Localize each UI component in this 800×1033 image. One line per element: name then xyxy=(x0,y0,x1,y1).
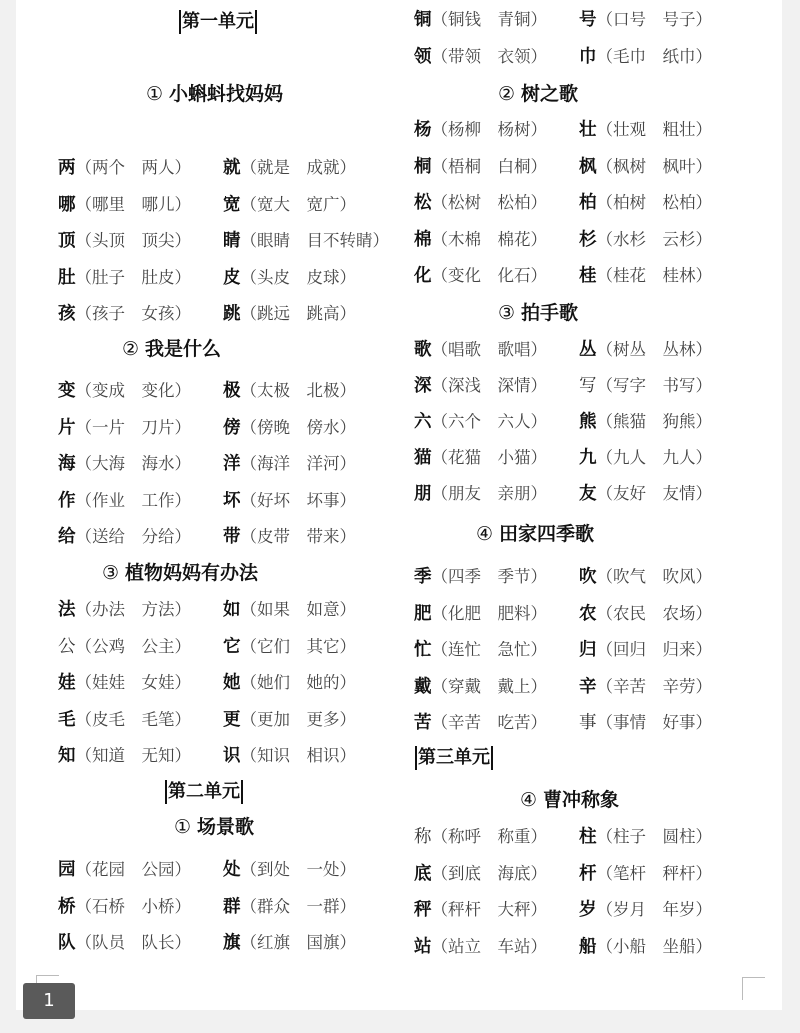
vocab-character: 极 xyxy=(223,381,241,401)
vocab-character: 化 xyxy=(414,266,432,287)
vocab-entry xyxy=(579,261,749,291)
vocab-character: 称 xyxy=(414,827,432,847)
vocab-character: 肚 xyxy=(58,267,76,288)
lesson-title: ③ 拍手歌 xyxy=(498,302,579,324)
vocab-words: （眼睛 目不转睛） xyxy=(240,231,389,250)
vocab-character: 船 xyxy=(579,936,597,957)
vocab-words: （吹气 吹风） xyxy=(596,567,712,586)
vocab-words: （秤杆 大秤） xyxy=(431,900,547,920)
vocab-words: （皮毛 毛笔） xyxy=(75,709,191,729)
vocab-character: 杉 xyxy=(579,229,597,250)
vocab-entry xyxy=(58,486,218,516)
unit-heading: 第二单元 xyxy=(164,776,244,808)
vocab-words: （皮带 带来） xyxy=(240,527,356,547)
vocab-words: （变化 化石） xyxy=(431,266,547,286)
vocab-character: 睛 xyxy=(223,231,241,251)
vocab-words: （小船 坐船） xyxy=(596,936,712,956)
vocab-character: 桂 xyxy=(579,266,597,287)
vocab-words: （红旗 国旗） xyxy=(240,933,356,952)
vocab-entry xyxy=(414,822,574,852)
vocab-entry xyxy=(414,42,574,72)
vocab-entry xyxy=(579,225,749,255)
vocab-character: 洋 xyxy=(223,454,241,475)
vocab-words: （好坏 坏事） xyxy=(240,490,356,510)
vocab-entry xyxy=(414,479,574,509)
vocab-entry xyxy=(414,859,574,889)
vocab-character: 坏 xyxy=(223,490,241,511)
vocab-words: （写字 书写） xyxy=(596,376,712,395)
vocab-character: 毛 xyxy=(58,709,76,730)
vocab-entry xyxy=(58,522,218,552)
vocab-character: 秤 xyxy=(414,900,432,921)
vocab-entry xyxy=(579,635,749,665)
vocab-character: 枫 xyxy=(579,156,597,177)
vocab-entry xyxy=(579,672,749,702)
vocab-words: （水杉 云杉） xyxy=(596,229,712,249)
vocab-entry xyxy=(579,822,749,852)
vocab-entry xyxy=(58,705,218,735)
vocab-character: 队 xyxy=(58,933,76,953)
vocab-words: （石桥 小桥） xyxy=(75,896,191,916)
vocab-words: （辛苦 辛劳） xyxy=(596,676,712,696)
vocab-character: 棉 xyxy=(414,229,432,250)
unit-heading: 第三单元 xyxy=(414,742,494,774)
vocab-character: 铜 xyxy=(414,10,432,30)
vocab-character: 熊 xyxy=(579,412,597,432)
vocab-entry xyxy=(58,153,218,183)
lesson-title: ④ 曹冲称象 xyxy=(520,789,620,811)
vocab-words: （它们 其它） xyxy=(240,636,356,656)
vocab-words: （就是 成就） xyxy=(240,158,356,177)
vocab-character: 农 xyxy=(579,603,597,624)
vocab-entry xyxy=(414,261,574,291)
vocab-entry xyxy=(58,928,218,958)
vocab-words: （连忙 急忙） xyxy=(431,640,547,660)
vocab-character: 她 xyxy=(223,673,241,694)
vocab-character: 柏 xyxy=(579,193,597,214)
vocab-character: 两 xyxy=(58,158,76,178)
vocab-character: 处 xyxy=(223,860,241,880)
vocab-words: （公鸡 公主） xyxy=(75,636,191,656)
vocab-words: （带领 衣领） xyxy=(431,47,547,66)
vocab-entry xyxy=(58,449,218,479)
vocab-character: 号 xyxy=(579,10,597,30)
vocab-character: 海 xyxy=(58,454,76,475)
vocab-entry xyxy=(414,5,574,35)
vocab-entry xyxy=(223,226,393,256)
vocab-character: 六 xyxy=(414,412,432,432)
vocab-entry xyxy=(58,855,218,885)
vocab-words: （九人 九人） xyxy=(596,448,712,467)
vocab-character: 杆 xyxy=(579,863,597,884)
vocab-character: 法 xyxy=(58,600,76,620)
vocab-entry xyxy=(414,708,574,738)
vocab-entry xyxy=(223,668,393,698)
vocab-words: （群众 一群） xyxy=(240,896,356,916)
vocab-entry xyxy=(414,225,574,255)
vocab-character: 识 xyxy=(223,746,241,767)
vocab-words: （桂花 桂林） xyxy=(596,266,712,286)
vocab-words: （太极 北极） xyxy=(240,381,356,400)
vocab-words: （岁月 年岁） xyxy=(596,900,712,920)
unit-bar-right xyxy=(491,746,493,770)
vocab-character: 深 xyxy=(414,376,432,396)
vocab-character: 顶 xyxy=(58,231,76,251)
vocab-entry xyxy=(58,632,218,662)
vocab-words: （知道 无知） xyxy=(75,746,191,766)
vocab-character: 底 xyxy=(414,863,432,884)
vocab-character: 壮 xyxy=(579,120,597,140)
vocab-words: （她们 她的） xyxy=(240,673,356,693)
vocab-words: （朋友 亲朋） xyxy=(431,484,547,503)
vocab-words: （跳远 跳高） xyxy=(240,304,356,323)
vocab-words: （哪里 哪儿） xyxy=(75,194,191,214)
vocab-words: （回归 归来） xyxy=(596,640,712,660)
vocab-character: 丛 xyxy=(579,340,597,360)
vocab-words: （深浅 深情） xyxy=(431,376,547,395)
vocab-entry xyxy=(579,42,749,72)
vocab-words: （树丛 丛林） xyxy=(596,340,712,359)
vocab-entry xyxy=(223,741,393,771)
vocab-entry xyxy=(414,115,574,145)
vocab-words: （铜钱 青铜） xyxy=(431,10,547,29)
vocab-entry xyxy=(58,226,218,256)
vocab-character: 忙 xyxy=(414,640,432,661)
page-corner-mark xyxy=(742,977,765,1000)
vocab-entry xyxy=(223,190,393,220)
vocab-words: （熊猫 狗熊） xyxy=(596,412,712,431)
vocab-entry xyxy=(223,892,393,922)
unit-bar-right xyxy=(241,780,243,804)
vocab-entry xyxy=(579,371,749,401)
vocab-words: （化肥 肥料） xyxy=(431,603,547,623)
vocab-entry xyxy=(223,263,393,293)
vocab-character: 桐 xyxy=(414,156,432,177)
vocab-words: （唱歌 歌唱） xyxy=(431,340,547,359)
vocab-words: （梧桐 白桐） xyxy=(431,156,547,176)
vocab-entry xyxy=(223,595,393,625)
vocab-character: 就 xyxy=(223,158,241,178)
vocab-entry xyxy=(223,486,393,516)
vocab-character: 领 xyxy=(414,47,432,67)
vocab-entry xyxy=(414,188,574,218)
vocab-character: 给 xyxy=(58,527,76,548)
vocab-entry xyxy=(58,741,218,771)
vocab-words: （称呼 称重） xyxy=(431,827,547,846)
vocab-words: （作业 工作） xyxy=(75,490,191,510)
vocab-words: （壮观 粗壮） xyxy=(596,120,712,139)
vocab-character: 柱 xyxy=(579,827,597,847)
vocab-character: 戴 xyxy=(414,676,432,697)
vocab-character: 松 xyxy=(414,193,432,214)
vocab-entry xyxy=(223,632,393,662)
unit-bar-left xyxy=(179,10,181,34)
vocab-entry xyxy=(579,708,749,738)
vocab-character: 九 xyxy=(579,448,597,468)
vocab-character: 娃 xyxy=(58,673,76,694)
vocab-words: （一片 刀片） xyxy=(75,417,191,437)
vocab-entry xyxy=(223,449,393,479)
vocab-character: 知 xyxy=(58,746,76,767)
vocab-entry xyxy=(58,595,218,625)
vocab-character: 友 xyxy=(579,484,597,504)
vocab-character: 孩 xyxy=(58,304,76,324)
vocab-character: 桥 xyxy=(58,896,76,917)
vocab-words: （四季 季节） xyxy=(431,567,547,586)
vocab-character: 写 xyxy=(579,376,597,396)
vocab-character: 更 xyxy=(223,709,241,730)
lesson-title: ① 场景歌 xyxy=(174,816,255,838)
vocab-character: 朋 xyxy=(414,484,432,504)
vocab-entry xyxy=(58,263,218,293)
vocab-entry xyxy=(579,5,749,35)
vocab-words: （枫树 枫叶） xyxy=(596,156,712,176)
vocab-words: （站立 车站） xyxy=(431,936,547,956)
vocab-entry xyxy=(579,932,749,962)
vocab-entry xyxy=(414,672,574,702)
vocab-words: （辛苦 吃苦） xyxy=(431,713,547,733)
vocab-words: （木棉 棉花） xyxy=(431,229,547,249)
vocab-character: 宽 xyxy=(223,194,241,215)
vocab-words: （到处 一处） xyxy=(240,860,356,879)
vocab-words: （花园 公园） xyxy=(75,860,191,879)
vocab-character: 吹 xyxy=(579,567,597,587)
vocab-words: （知识 相识） xyxy=(240,746,356,766)
lesson-title: ① 小蝌蚪找妈妈 xyxy=(146,83,284,105)
unit-bar-left xyxy=(415,746,417,770)
vocab-character: 群 xyxy=(223,896,241,917)
vocab-character: 站 xyxy=(414,936,432,957)
vocab-entry xyxy=(414,635,574,665)
vocab-entry xyxy=(414,932,574,962)
vocab-words: （娃娃 女娃） xyxy=(75,673,191,693)
vocab-entry xyxy=(58,668,218,698)
vocab-words: （六个 六人） xyxy=(431,412,547,431)
vocab-character: 岁 xyxy=(579,900,597,921)
vocab-words: （宽大 宽广） xyxy=(240,194,356,214)
vocab-entry xyxy=(579,115,749,145)
vocab-character: 苦 xyxy=(414,713,432,734)
vocab-words: （办法 方法） xyxy=(75,600,191,619)
vocab-words: （两个 两人） xyxy=(75,158,191,177)
unit-bar-left xyxy=(165,780,167,804)
vocab-words: （头皮 皮球） xyxy=(240,267,356,287)
vocab-words: （头顶 顶尖） xyxy=(75,231,191,250)
vocab-entry xyxy=(223,413,393,443)
vocab-words: （穿戴 戴上） xyxy=(431,676,547,696)
vocab-entry xyxy=(579,599,749,629)
vocab-words: （笔杆 秤杆） xyxy=(596,863,712,883)
vocab-entry xyxy=(223,705,393,735)
vocab-entry xyxy=(579,479,749,509)
lesson-title: ④ 田家四季歌 xyxy=(476,523,595,545)
vocab-character: 作 xyxy=(58,490,76,511)
vocab-entry xyxy=(414,335,574,365)
vocab-words: （傍晚 傍水） xyxy=(240,417,356,437)
vocab-words: （孩子 女孩） xyxy=(75,304,191,323)
vocab-entry xyxy=(579,562,749,592)
vocab-character: 带 xyxy=(223,527,241,548)
vocab-words: （如果 如意） xyxy=(240,600,356,619)
vocab-words: （更加 更多） xyxy=(240,709,356,729)
vocab-entry xyxy=(58,299,218,329)
vocab-entry xyxy=(414,562,574,592)
vocab-character: 辛 xyxy=(579,676,597,697)
vocab-entry xyxy=(414,895,574,925)
vocab-words: （农民 农场） xyxy=(596,603,712,623)
vocab-character: 傍 xyxy=(223,417,241,438)
vocab-words: （队员 队长） xyxy=(75,933,191,952)
vocab-entry xyxy=(223,928,393,958)
unit-heading: 第一单元 xyxy=(178,6,258,38)
vocab-character: 歌 xyxy=(414,340,432,360)
vocab-words: （事情 好事） xyxy=(596,713,712,733)
vocab-character: 旗 xyxy=(223,933,241,953)
vocab-words: （变成 变化） xyxy=(75,381,191,400)
vocab-words: （送给 分给） xyxy=(75,527,191,547)
vocab-entry xyxy=(414,152,574,182)
vocab-character: 跳 xyxy=(223,304,241,324)
vocab-entry xyxy=(58,413,218,443)
vocab-words: （口号 号子） xyxy=(596,10,712,29)
vocab-words: （肚子 肚皮） xyxy=(75,267,191,287)
vocab-entry xyxy=(579,859,749,889)
page-number-button[interactable]: 1 xyxy=(23,983,75,1019)
vocab-words: （海洋 洋河） xyxy=(240,454,356,474)
vocab-words: （柱子 圆柱） xyxy=(596,827,712,846)
vocab-character: 公 xyxy=(58,636,76,657)
vocab-character: 哪 xyxy=(58,194,76,215)
vocab-entry xyxy=(579,188,749,218)
lesson-title: ② 我是什么 xyxy=(122,338,222,360)
vocab-entry xyxy=(223,522,393,552)
vocab-words: （友好 友情） xyxy=(596,484,712,503)
vocab-entry xyxy=(414,407,574,437)
vocab-words: （松树 松柏） xyxy=(431,193,547,213)
vocab-entry xyxy=(223,299,393,329)
vocab-character: 季 xyxy=(414,567,432,587)
vocab-entry xyxy=(223,376,393,406)
vocab-character: 杨 xyxy=(414,120,432,140)
vocab-character: 巾 xyxy=(579,47,597,67)
vocab-entry xyxy=(414,443,574,473)
vocab-character: 片 xyxy=(58,417,76,438)
lesson-title: ② 树之歌 xyxy=(498,83,579,105)
lesson-title: ③ 植物妈妈有办法 xyxy=(102,562,259,584)
vocab-character: 变 xyxy=(58,381,76,401)
vocab-entry xyxy=(414,371,574,401)
vocab-character: 肥 xyxy=(414,603,432,624)
vocab-character: 事 xyxy=(579,713,597,734)
vocab-character: 它 xyxy=(223,636,241,657)
vocab-entry xyxy=(223,855,393,885)
vocab-entry xyxy=(58,892,218,922)
vocab-entry xyxy=(579,152,749,182)
vocab-character: 如 xyxy=(223,600,241,620)
vocab-entry xyxy=(579,335,749,365)
vocab-character: 皮 xyxy=(223,267,241,288)
vocab-character: 归 xyxy=(579,640,597,661)
vocab-entry xyxy=(414,599,574,629)
vocab-entry xyxy=(579,443,749,473)
vocab-words: （杨柳 杨树） xyxy=(431,120,547,139)
vocab-words: （柏树 松柏） xyxy=(596,193,712,213)
vocab-character: 猫 xyxy=(414,448,432,468)
vocab-character: 园 xyxy=(58,860,76,880)
vocab-words: （毛巾 纸巾） xyxy=(596,47,712,66)
vocab-words: （花猫 小猫） xyxy=(431,448,547,467)
vocab-words: （大海 海水） xyxy=(75,454,191,474)
vocab-words: （到底 海底） xyxy=(431,863,547,883)
vocab-entry xyxy=(58,190,218,220)
vocab-entry xyxy=(579,895,749,925)
vocab-entry xyxy=(58,376,218,406)
vocab-entry xyxy=(223,153,393,183)
vocab-entry xyxy=(579,407,749,437)
unit-bar-right xyxy=(255,10,257,34)
